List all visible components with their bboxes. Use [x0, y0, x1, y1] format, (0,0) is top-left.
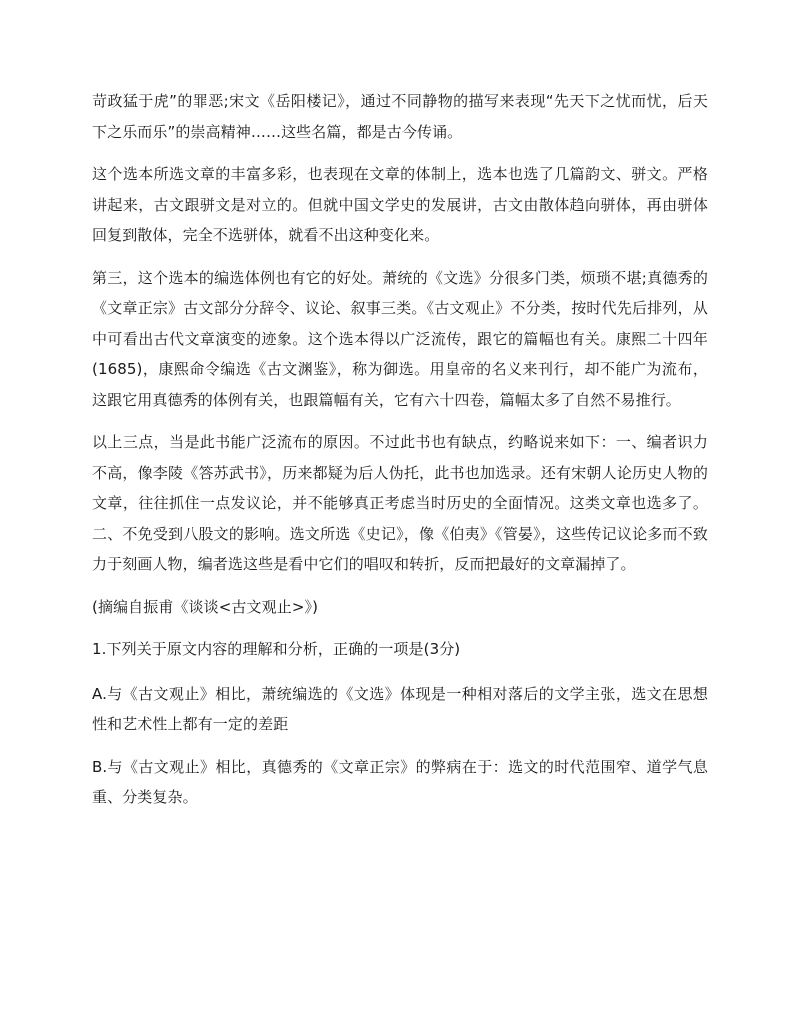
paragraph-genre-variety: 这个选本所选文章的丰富多彩，也表现在文章的体制上，选本也选了几篇韵文、骈文。严格讲起来，古文跟骈文是对立的。但就中国文学史的发展讲，古文由散体趋向骈体，再由骈体回复到散体，完全不选骈体，就看不出这种变化来。: [92, 165, 708, 244]
option-a: A.与《古文观止》相比，萧统编选的《文选》体现是一种相对落后的文学主张，选文在思想性和艺术性上都有一定的差距: [92, 684, 708, 733]
paragraph-continuation: 苛政猛于虎”的罪恶;宋文《岳阳楼记》，通过不同静物的描写来表现“先天下之忧而忧，后天下之乐而乐”的崇高精神……这些名篇，都是古今传诵。: [92, 92, 708, 141]
paragraph-shortcomings: 以上三点，当是此书能广泛流布的原因。不过此书也有缺点，约略说来如下：一、编者识力不高，像李陵《答苏武书》，历来都疑为后人伪托，此书也加选录。还有宋朝人论历史人物的文章，往往抓住一点发议论，并不能够真正考虑当时历史的全面情况。这类文章也选多了。二、不免受到八股文的影响。选文所选《史记》，像《伯夷》《管晏》，这些传记议论多而不致力于刻画人物，编者选这些是看中它们的唱叹和转折，反而把最好的文章漏掉了。: [92, 433, 708, 573]
option-b: B.与《古文观止》相比，真德秀的《文章正宗》的弊病在于：选文的时代范围窄、道学气息重、分类复杂。: [92, 757, 708, 806]
paragraph-editing-style: 第三，这个选本的编选体例也有它的好处。萧统的《文选》分很多门类，烦琐不堪;真德秀的《文章正宗》古文部分分辞令、议论、叙事三类。《古文观止》不分类，按时代先后排列，从中可看出古代文章演变的迹象。这个选本得以广泛流传，跟它的篇幅也有关。康熙二十四年(1685)，康熙命令编选《古文渊鉴》，称为御选。用皇帝的名义来刊行，却不能广为流布，这跟它用真德秀的体例有关，也跟篇幅有关，它有六十四卷，篇幅太多了自然不易推行。: [92, 268, 708, 409]
question-stem: 1.下列关于原文内容的理解和分析，正确的一项是(3分): [92, 640, 461, 658]
source-citation: (摘编自振甫《谈谈<古文观止>》): [92, 597, 319, 616]
document-page: [92, 86, 708, 813]
